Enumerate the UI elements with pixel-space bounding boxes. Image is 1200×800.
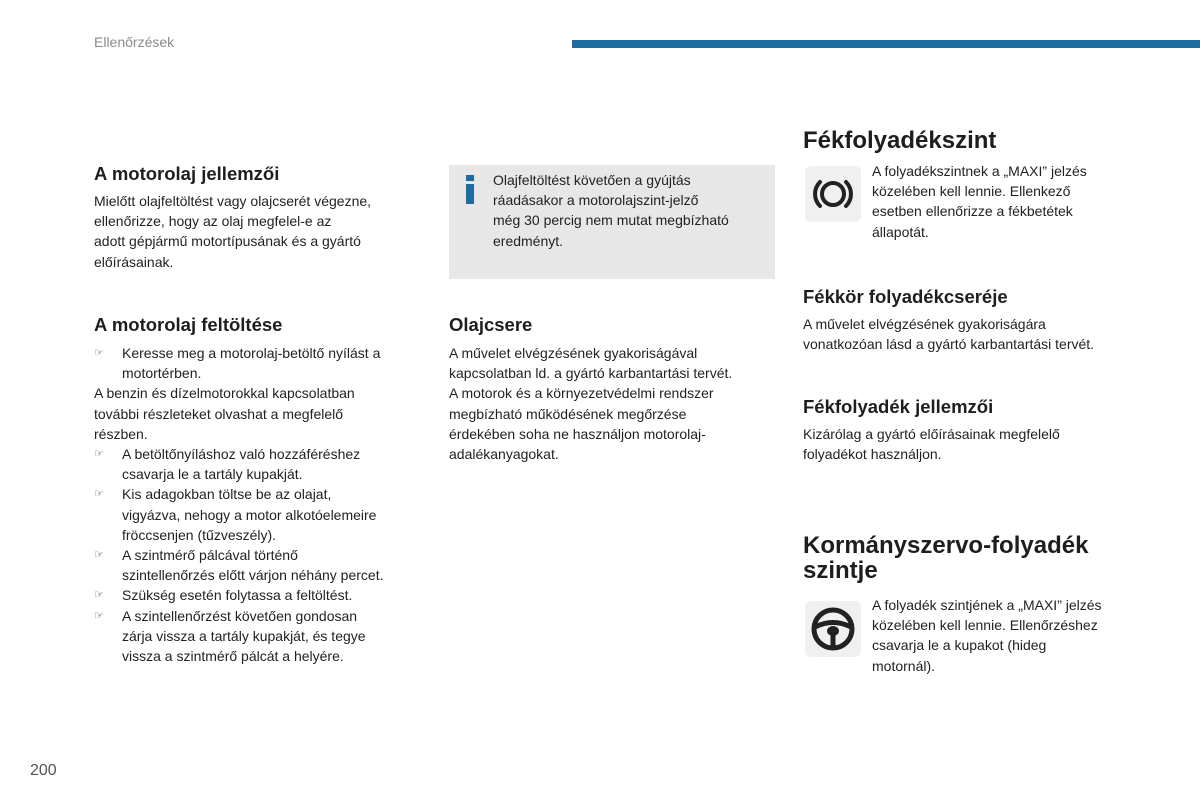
list-item: ☞ Keresse meg a motorolaj-betöltő nyílást a motortérben.: [94, 345, 381, 382]
info-icon: [463, 175, 477, 205]
list-item: ☞ A szintellenőrzést követően gondosan zárja vissza a tartály kupakját, és tegye vissza a szintmérő pálcát a helyére.: [94, 607, 366, 665]
page-number: 200: [30, 762, 57, 779]
steering-fluid-heading: Kormányszervo-folyadék szintje: [803, 532, 1089, 584]
list-item: ☞ A szintmérő pálcával történő szintellenőrzés előtt várjon néhány percet.: [94, 547, 384, 584]
list-item: ☞ Kis adagokban töltse be az olajat, vigyázva, nehogy a motor alkotóelemeire fröccsenjen (tűzveszély).: [94, 486, 377, 543]
steering-fluid-text: A folyadék szintjének a „MAXI” jelzés közelében kell lennie. Ellenőrzéshez csavarja le a kupakot (hideg motornál).: [872, 597, 1102, 674]
brake-fluid-change-heading: Fékkör folyadékcseréje: [803, 286, 1008, 307]
list-item: ☞ Szükség esetén folytassa a feltöltést.: [94, 587, 353, 604]
brake-fluid-level-heading: Fékfolyadékszint: [803, 127, 997, 154]
oil-change-heading: Olajcsere: [449, 314, 533, 335]
list-item: ☞ A betöltőnyíláshoz való hozzáféréshez csavarja le a tartály kupakját.: [94, 446, 361, 483]
brake-fluid-spec-text: Kizárólag a gyártó előírásainak megfelelő folyadékot használjon.: [803, 426, 1060, 463]
brake-fluid-change-text: A művelet elvégzésének gyakoriságára vonatkozóan lásd a gyártó karbantartási tervét.: [803, 316, 1095, 353]
header-accent-bar: [572, 40, 1200, 48]
brake-warning-icon: [805, 166, 861, 222]
info-note-text: Olajfeltöltést követően a gyújtás ráadásakor a motorolajszint-jelző még 30 percig nem mutat megbízható eredményt.: [493, 172, 729, 249]
steering-wheel-icon: [805, 601, 861, 657]
brake-fluid-level-text: A folyadékszintnek a „MAXI” jelzés közelében kell lennie. Ellenkező esetben ellenőrizze a fékbetétek állapotát.: [872, 163, 1087, 240]
oil-spec-text: Mielőtt olajfeltöltést vagy olajcserét végezne, ellenőrizze, hogy az olaj megfelel-e az adott gépjármű motortípusának és a gyártó előírásainak.: [94, 193, 372, 270]
oil-change-text: A művelet elvégzésének gyakoriságával kapcsolatban ld. a gyártó karbantartási tervét. A motorok és a környezetvédelmi rendszer megbízható működésének megőrzése érdekében soha ne használjon motorolaj- adalékanyagokat.: [449, 345, 733, 463]
oil-fill-body: ☞ Keresse meg a motorolaj-betöltő nyílást a motortérben. A benzin és dízelmotorokkal kapcsolatban további részleteket olvashat a megfelelő részben. ☞ A betöltőnyíláshoz való hozzáféréshez csavarja le a tartály kupakját. ☞ Kis adagokban töltse be az olajat, vigyázva, nehogy a motor alkotóelemeire fröccsenjen (tűzveszély). ☞ A szintmérő pálcával történő szintellenőrzés előtt várjon néhány percet. ☞ Szükség esetén folytassa a feltöltést. ☞ A szintellenőrzést követően gondosan zárja vissza a tartály kupakját, és tegye vissza a szintmérő pálcát a helyére.: [94, 343, 434, 666]
info-note-box: [449, 165, 775, 279]
oil-spec-heading: A motorolaj jellemzői: [94, 163, 280, 184]
brake-fluid-spec-heading: Fékfolyadék jellemzői: [803, 396, 994, 417]
page-header-title: Ellenőrzések: [94, 34, 175, 50]
oil-fill-heading: A motorolaj feltöltése: [94, 314, 283, 335]
